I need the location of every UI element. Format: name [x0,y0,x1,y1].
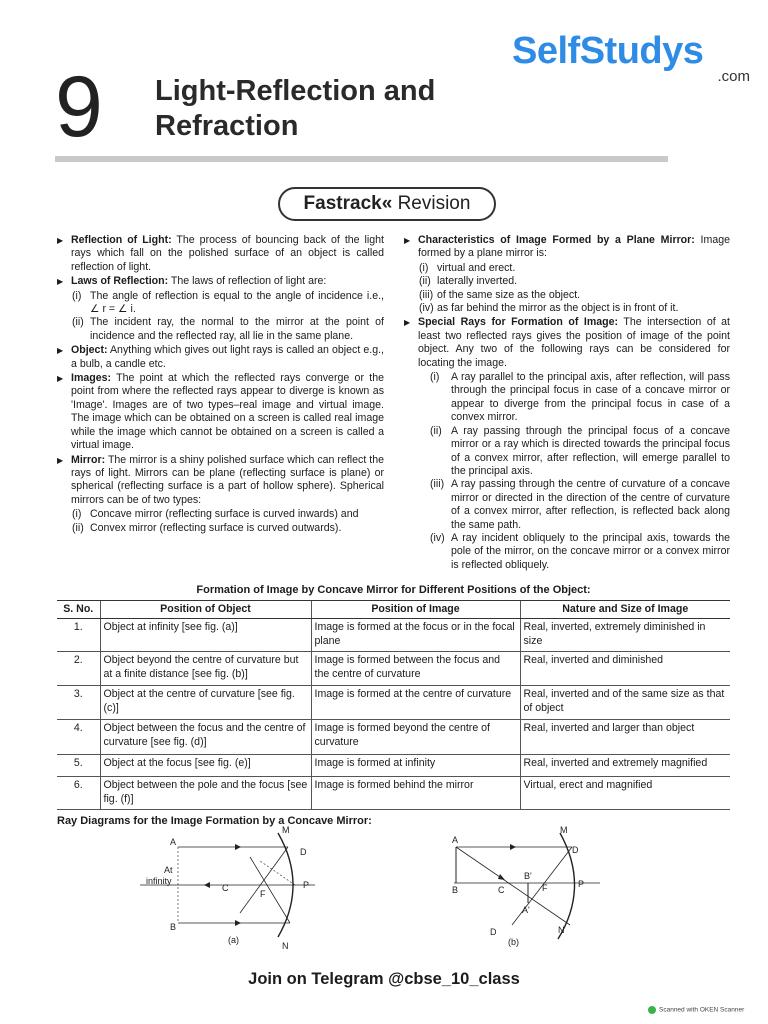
table-row [57,619,730,652]
bullet-icon: ▶ [57,374,64,384]
sub-item [57,316,384,343]
item-text: The mirror is a shiny polished surface which can reflect the rays of light. Mirrors can be plane (reflecting surface is plane) or spherical (reflecting surface is a part of hollow sphere). Spherical mirrors can be of two types: [71,453,384,506]
sub-number: (iii) [430,478,445,491]
label-at: At [164,865,173,875]
label-a-image: A' [522,905,530,915]
sub-text: of the same size as the object. [437,288,581,301]
list-item [57,234,384,274]
table-cell: Virtual, erect and magnified [520,777,730,810]
label-c: C [222,883,229,893]
table-row [57,686,730,720]
label-b-image: B' [524,871,532,881]
item-label: Images: [71,372,112,385]
table-cell: 3. [57,686,100,720]
bullet-icon: ▶ [404,236,411,245]
table-cell: 6. [57,777,100,810]
item-label: Reflection of Light: [71,234,172,246]
label-f: F [260,889,266,899]
item-label: Characteristics of Image Formed by a Plane Mirror: [418,234,695,246]
brand-domain: .com [717,68,750,85]
list-item [57,275,384,288]
caption-b: (b) [508,937,519,947]
label-d: D [572,845,579,855]
sub-number: (ii) [72,521,84,534]
table-header-row [57,601,730,619]
banner-bold: Fastrack [303,193,382,214]
table-cell: 4. [57,720,100,755]
table-cell: Image is formed between the focus and the centre of curvature [311,652,520,686]
sub-number: (i) [419,261,429,274]
scanner-watermark [648,1006,744,1014]
table-cell: Image is formed at infinity [311,755,520,777]
sub-item [404,302,730,315]
label-a: A [452,835,459,845]
table-cell: Object between the pole and the focus [see fig. (f)] [100,777,311,810]
table-cell: Image is formed behind the mirror [311,777,520,810]
scanner-text: Scanned with OKEN Scanner [659,1006,745,1014]
label-infinity: infinity [146,876,172,886]
sub-number: (i) [72,289,82,302]
label-d: D [300,847,307,857]
caption-a: (a) [228,935,239,945]
sub-item [404,289,730,302]
table-row [57,755,730,777]
ray-diagram-a [140,825,340,950]
table-cell: Object at infinity [see fig. (a)] [100,619,311,652]
telegram-footer: Join on Telegram @cbse_10_class [248,970,520,988]
sub-text: The angle of reflection is equal to the angle of incidence i.e., ∠ r = ∠ i. [90,289,384,316]
item-label: Laws of Reflection: [71,275,169,288]
table-cell: Image is formed beyond the centre of curvature [311,720,520,755]
ray [456,847,570,925]
label-c: C [498,885,505,895]
table-cell: Real, inverted and diminished [520,652,730,686]
sub-text: A ray passing through the principal focus of a concave mirror or a ray which is directed towards the principal focus of a convex mirror, after reflection, will emerge parallel to the principal axis. [451,424,730,477]
label-m: M [282,825,290,835]
label-p: P [578,879,585,889]
sub-text: Concave mirror (reflecting surface is curved inwards) and [90,508,359,521]
chapter-title-line2: Refraction [155,110,299,142]
item-text: The process of bouncing back of the light rays which fall on the polished surface of an object is called reflection of light. [71,234,384,273]
list-item [404,234,730,261]
label-d-lower: D [490,927,497,937]
right-column [404,234,730,572]
label-p: P [303,880,310,890]
bullet-icon: ▶ [57,277,64,287]
sub-number: (iv) [419,302,434,315]
arrow-icon [510,844,516,850]
bullet-icon: ▶ [57,455,64,465]
label-m: M [560,825,568,835]
banner-mark: « [381,193,393,214]
sub-item [57,522,384,535]
list-item [57,454,384,508]
ray-diagram-b [440,825,625,950]
label-b: B [452,885,459,895]
table-row [57,720,730,755]
item-text: The intersection of at least two reflected rays gives the position of image of the point object. Any two of the following rays can be considered for locating the image. [418,316,730,369]
bullet-icon: ▶ [404,318,411,328]
left-column [57,234,384,535]
chapter-title-line1: Light-Reflection and [155,75,436,107]
fastrack-revision-banner [278,187,496,221]
table-cell: Real, inverted, extremely diminished in size [520,619,730,652]
table-cell: Object at the centre of curvature [see fig. (c)] [100,686,311,720]
label-n: N [558,925,565,935]
sub-item [404,532,730,572]
item-text: The laws of reflection of light are: [168,275,327,288]
ray [250,857,290,923]
sub-item [57,290,384,317]
table-cell: Object beyond the centre of curvature but at a finite distance [see fig. (b)] [100,652,311,686]
item-label: Object: [71,344,108,357]
image-formation-table [57,600,730,810]
column-header: Position of Object [100,601,311,619]
item-label: Mirror: [71,453,106,466]
table-cell: 2. [57,652,100,686]
sub-item [404,275,730,288]
table-cell: Real, inverted and larger than object [520,720,730,755]
sub-item [57,508,384,521]
table-cell: Real, inverted and extremely magnified [520,755,730,777]
sub-text: The incident ray, the normal to the mirror at the point of incidence and the reflected ray, all lie in the same plane. [90,316,384,342]
brand-name: SelfStudys [512,30,704,72]
item-text: The point at which the reflected rays converge or the point from where the reflected rays appear to diverge is known as 'Image'. Images are of two types–real image and virtual image. The image which can be obtained on a screen is called real image while the image which cannot be obtained on a screen is called a virtual image. [71,372,384,452]
table-cell: Real, inverted and of the same size as that of object [520,686,730,720]
table-cell: Image is formed at the focus or in the focal plane [311,619,520,652]
sub-text: Convex mirror (reflecting surface is curved outwards). [90,521,342,534]
sub-number: (ii) [419,275,431,288]
list-item [57,344,384,371]
table-cell: Object between the focus and the centre of curvature [see fig. (d)] [100,720,311,755]
item-text: Image formed by a plane mirror is: [418,234,730,260]
sub-text: A ray passing through the centre of curvature of a concave mirror or directed in the direction of the centre of curvature of a convex mirror, after reflection, is reflected back along the same path. [451,478,730,531]
arrow-icon [498,874,505,880]
sub-number: (i) [72,508,82,521]
sub-number: (iv) [430,531,445,544]
chapter-title [155,74,515,144]
chapter-number: 9 [55,59,101,155]
sub-text: laterally inverted. [437,275,518,288]
list-item [57,372,384,452]
diagram-heading: Ray Diagrams for the Image Formation by a Concave Mirror: [57,815,372,827]
table-row [57,777,730,810]
sub-number: (ii) [72,316,84,329]
sub-number: (iii) [419,288,434,301]
sub-item [404,371,730,425]
column-header: Position of Image [311,601,520,619]
sub-item [404,425,730,479]
sub-number: (ii) [430,424,442,437]
brand-logo [512,30,762,92]
sub-number: (i) [430,371,440,384]
table-title: Formation of Image by Concave Mirror for Different Positions of the Object: [196,584,591,596]
label-a: A [170,837,177,847]
sub-text: A ray parallel to the principal axis, after reflection, will pass through the principal focus in case of a concave mirror or appear to diverge from the principal focus in case of a convex mirror. [451,371,730,424]
bullet-icon: ▶ [57,346,64,356]
sub-item [404,262,730,275]
label-b: B [170,922,177,932]
arrow-icon [235,844,241,850]
arrow-icon [235,920,241,926]
table-cell: Image is formed at the centre of curvature [311,686,520,720]
item-label: Special Rays for Formation of Image: [418,316,619,329]
sub-text: A ray incident obliquely to the principal axis, towards the pole of the mirror, on the concave mirror or a convex mirror is reflected obliquely. [451,531,730,571]
column-header: S. No. [57,601,100,619]
sub-item [404,478,730,532]
column-header: Nature and Size of Image [520,601,730,619]
arrow-icon [204,882,210,888]
sub-text: as far behind the mirror as the object is in front of it. [437,302,679,315]
table-cell: 5. [57,755,100,777]
label-n: N [282,941,289,950]
table-cell: 1. [57,619,100,652]
list-item [404,316,730,370]
sub-text: virtual and erect. [437,261,516,274]
scanner-logo-icon [648,1006,656,1014]
title-divider [55,156,668,162]
label-f: F [542,883,548,893]
table-cell: Object at the focus [see fig. (e)] [100,755,311,777]
table-row [57,652,730,686]
banner-rest: Revision [392,193,471,214]
bullet-icon: ▶ [57,236,64,245]
item-text: Anything which gives out light rays is called an object e.g., a bulb, a candle etc. [71,344,384,370]
